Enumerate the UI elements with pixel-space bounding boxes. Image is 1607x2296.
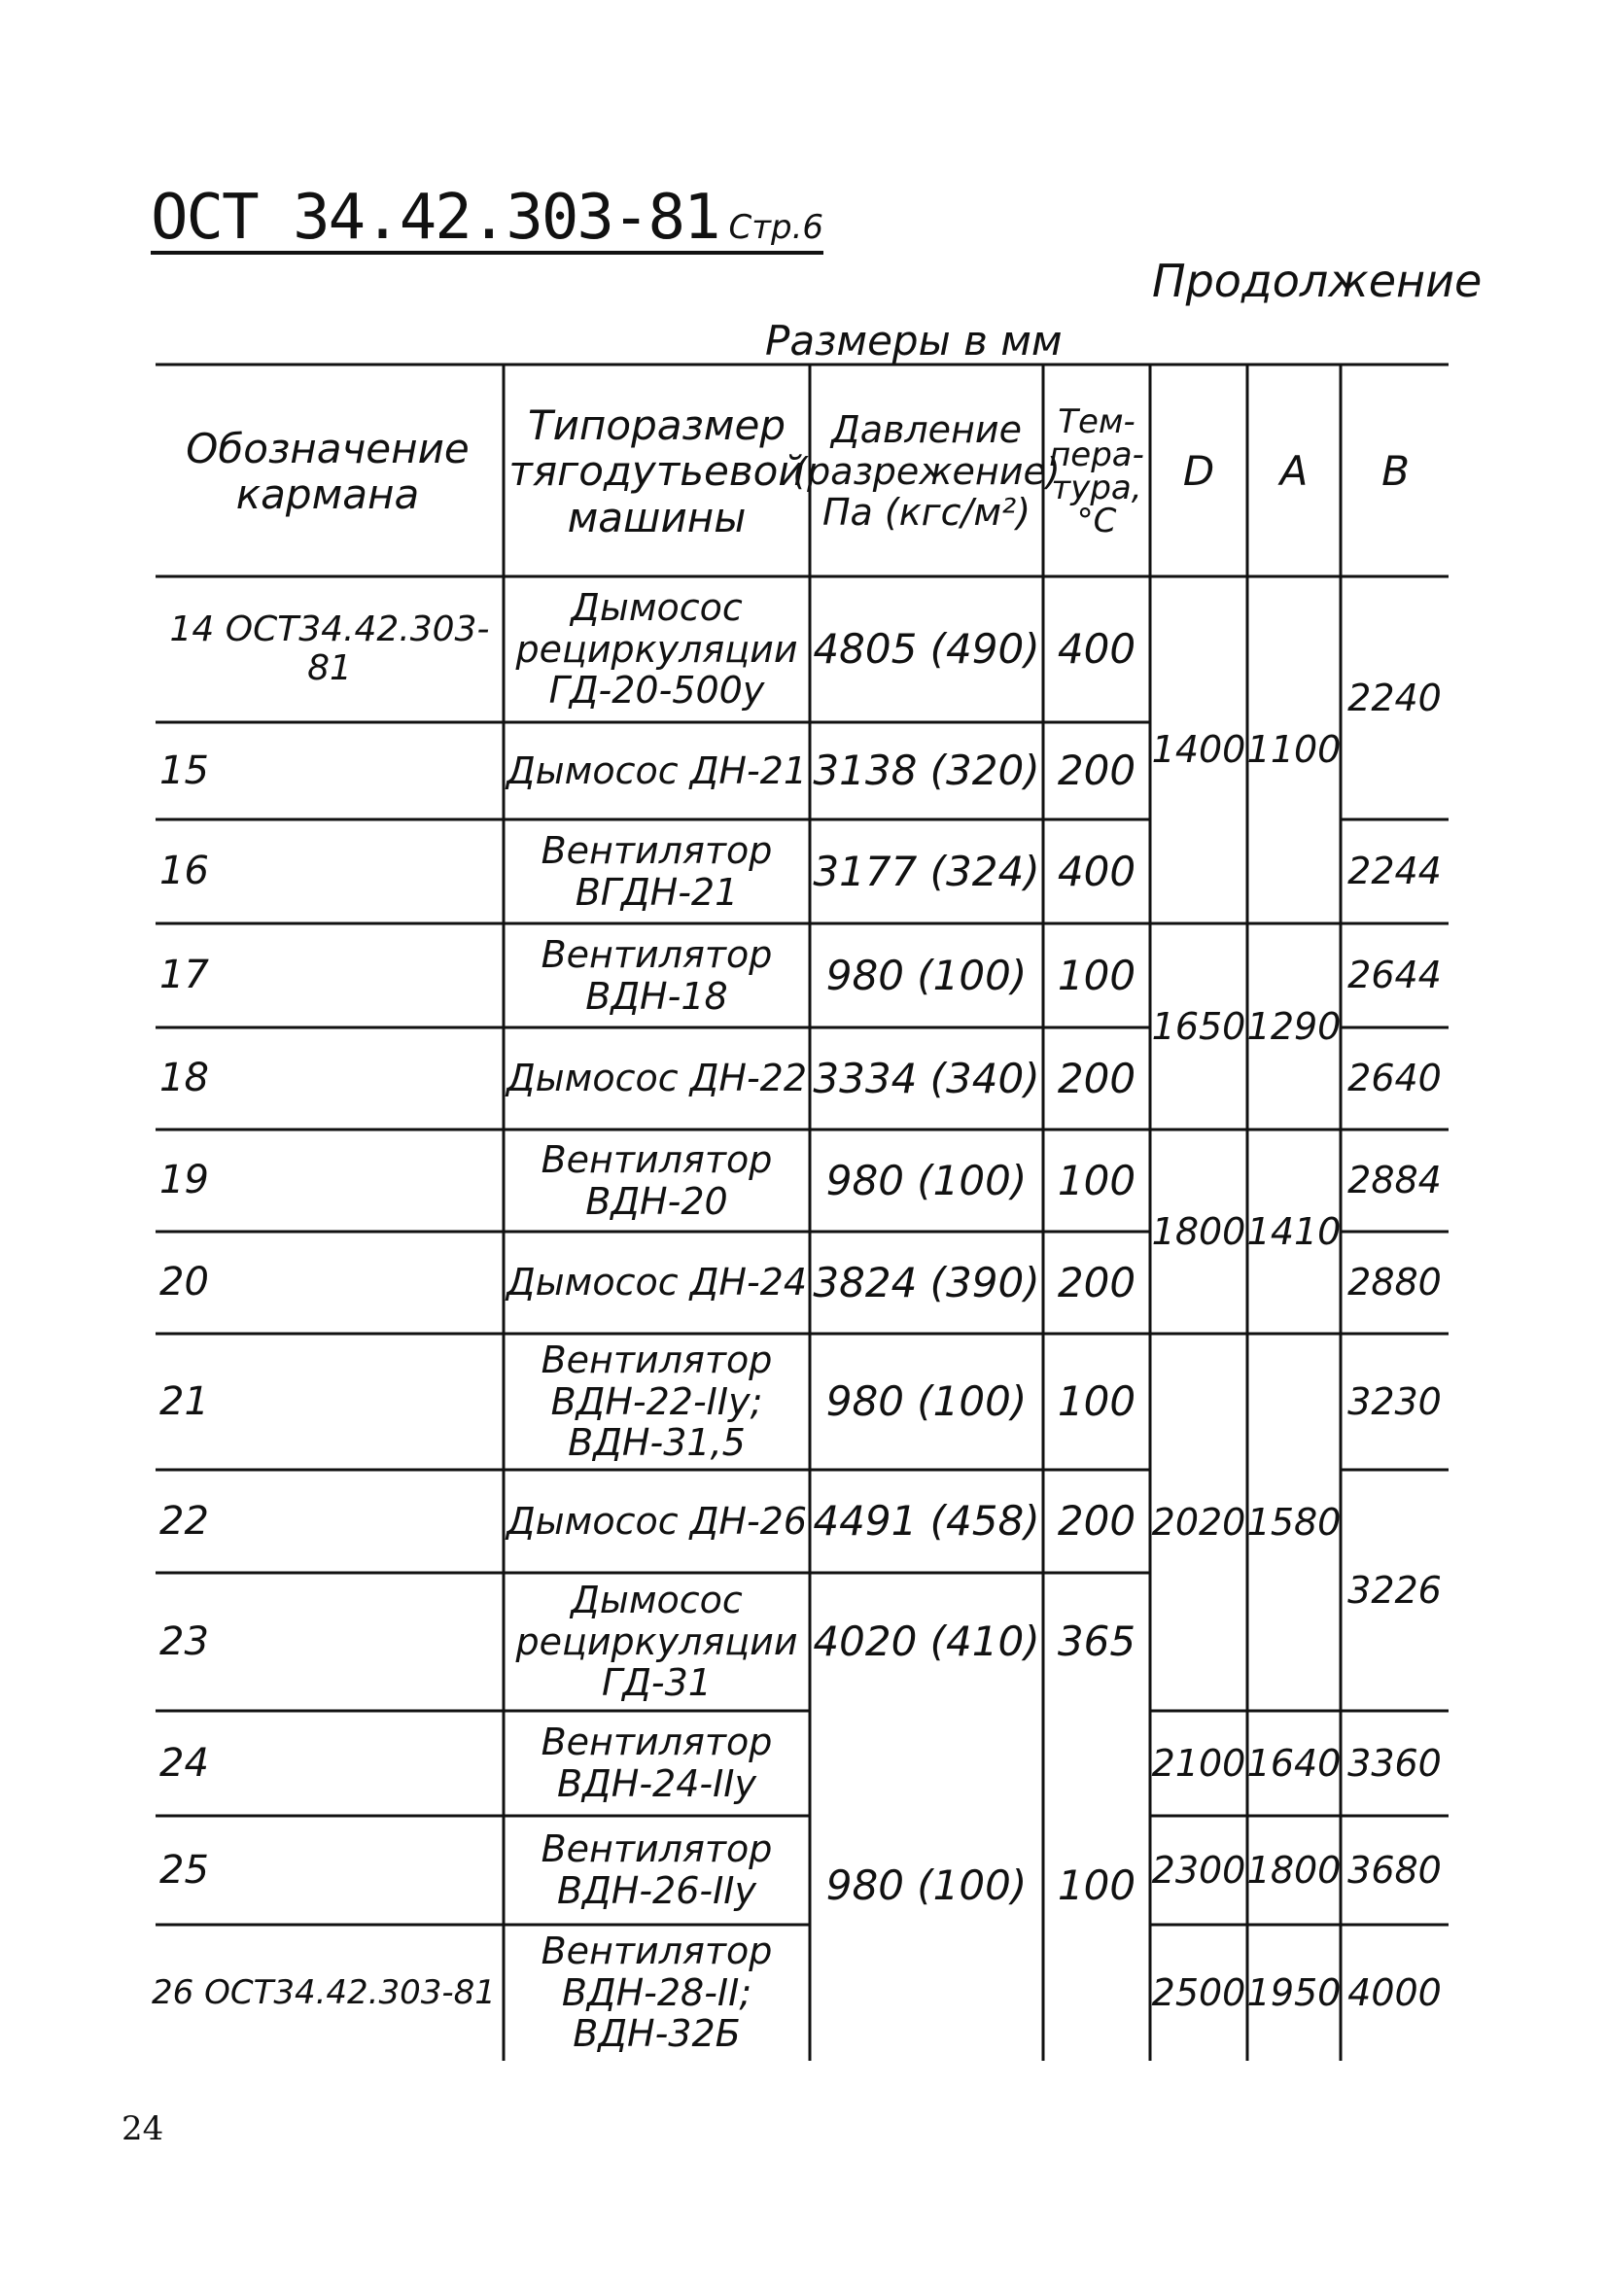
pressure-22: 4491 (458) — [813, 1497, 1040, 1546]
pressure-21: 980 (100) — [825, 1377, 1028, 1426]
machine-23: Дымосос рециркуляции ГД-31 — [515, 1579, 798, 1705]
designation-22: 22 — [159, 1498, 209, 1544]
col-header-d: D — [1182, 447, 1215, 496]
standard-code: ОСТ 34.42.303-81 — [151, 182, 719, 254]
machine-24: Вентилятор ВДН-24-IIу — [541, 1721, 773, 1805]
b-21: 3230 — [1347, 1379, 1442, 1423]
b-18: 2640 — [1347, 1057, 1442, 1100]
units-note: Размеры в мм — [765, 317, 1063, 365]
designation-15: 15 — [159, 748, 209, 793]
b-19: 2884 — [1347, 1159, 1442, 1202]
d-24: 2100 — [1151, 1741, 1246, 1785]
temperature-24-26: 100 — [1057, 1861, 1136, 1910]
temperature-17: 100 — [1057, 951, 1136, 999]
b-22-23: 3226 — [1347, 1568, 1442, 1612]
designation-18: 18 — [159, 1056, 209, 1101]
page-number: 24 — [122, 2109, 164, 2148]
d-17-18: 1650 — [1151, 1004, 1246, 1048]
machine-19: Вентилятор ВДН-20 — [541, 1137, 773, 1223]
designation-25: 25 — [159, 1847, 209, 1893]
machine-21: Вентилятор ВДН-22-IIу; ВДН-31,5 — [541, 1339, 773, 1465]
col-header-designation: Обозначение кармана — [186, 424, 470, 518]
designation-17: 17 — [159, 953, 209, 998]
col-header-machine: Типоразмер тягодутьевой машины — [508, 401, 805, 541]
temperature-18: 200 — [1057, 1054, 1136, 1102]
d-21-23: 2020 — [1151, 1500, 1246, 1544]
machine-16: Вентилятор ВГДН-21 — [541, 828, 773, 914]
b-17: 2644 — [1347, 954, 1442, 997]
col-header-a: A — [1279, 447, 1309, 496]
pressure-19: 980 (100) — [825, 1156, 1028, 1204]
pressure-14: 4805 (490) — [813, 625, 1040, 674]
pressure-15: 3138 (320) — [813, 747, 1040, 795]
b-26: 4000 — [1347, 1970, 1442, 2014]
machine-18: Дымосос ДН-22 — [506, 1057, 808, 1100]
d-19-20: 1800 — [1151, 1209, 1246, 1253]
temperature-22: 200 — [1057, 1497, 1136, 1546]
b-14-15: 2240 — [1347, 676, 1442, 719]
machine-17: Вентилятор ВДН-18 — [541, 932, 773, 1018]
a-24: 1640 — [1246, 1741, 1342, 1785]
a-26: 1950 — [1246, 1970, 1342, 2014]
machine-22: Дымосос ДН-26 — [506, 1499, 808, 1543]
pressure-17: 980 (100) — [825, 951, 1028, 999]
a-14-16: 1100 — [1246, 728, 1342, 772]
designation-23: 23 — [159, 1618, 209, 1664]
a-21-23: 1580 — [1246, 1500, 1342, 1544]
d-25: 2300 — [1151, 1848, 1246, 1892]
temperature-19: 100 — [1057, 1156, 1136, 1204]
a-17-18: 1290 — [1246, 1004, 1342, 1048]
designation-16: 16 — [159, 849, 209, 894]
page-label: Стр.6 — [728, 208, 824, 247]
continuation-label: Продолжение — [1152, 255, 1483, 307]
a-19-20: 1410 — [1246, 1209, 1342, 1253]
pressure-20: 3824 (390) — [813, 1258, 1040, 1306]
pressure-23: 4020 (410) — [813, 1618, 1040, 1666]
designation-24: 24 — [159, 1740, 209, 1786]
machine-14: Дымосос рециркуляции ГД-20-500у — [515, 586, 798, 713]
b-25: 3680 — [1347, 1848, 1442, 1892]
b-20: 2880 — [1347, 1261, 1442, 1305]
d-14-16: 1400 — [1151, 728, 1246, 772]
col-header-pressure: Давление (разрежение) Па (кгс/м²) — [792, 408, 1061, 535]
pressure-18: 3334 (340) — [813, 1054, 1040, 1102]
col-header-temperature: Тем- пера- тура, °С — [1049, 402, 1144, 540]
temperature-20: 200 — [1057, 1258, 1136, 1306]
designation-20: 20 — [159, 1260, 209, 1305]
temperature-15: 200 — [1057, 747, 1136, 795]
col-header-b: B — [1381, 447, 1410, 496]
d-26: 2500 — [1151, 1970, 1246, 2014]
a-25: 1800 — [1246, 1848, 1342, 1892]
machine-20: Дымосос ДН-24 — [506, 1261, 808, 1305]
designation-21: 21 — [159, 1378, 209, 1424]
temperature-16: 400 — [1057, 847, 1136, 895]
machine-15: Дымосос ДН-21 — [506, 748, 808, 792]
pressure-16: 3177 (324) — [813, 847, 1040, 895]
temperature-21: 100 — [1057, 1377, 1136, 1426]
machine-25: Вентилятор ВДН-26-IIу — [541, 1827, 773, 1912]
b-16: 2244 — [1347, 850, 1442, 893]
designation-14: 14 ОСТ34.42.303-81 — [169, 609, 490, 688]
temperature-23: 365 — [1057, 1618, 1136, 1666]
pressure-24-26: 980 (100) — [825, 1861, 1028, 1910]
b-24: 3360 — [1347, 1741, 1442, 1785]
designation-26: 26 ОСТ34.42.303-81 — [152, 1972, 496, 2012]
machine-26: Вентилятор ВДН-28-II; ВДН-32Б — [541, 1930, 773, 2056]
temperature-14: 400 — [1057, 625, 1136, 674]
designation-19: 19 — [159, 1158, 209, 1203]
